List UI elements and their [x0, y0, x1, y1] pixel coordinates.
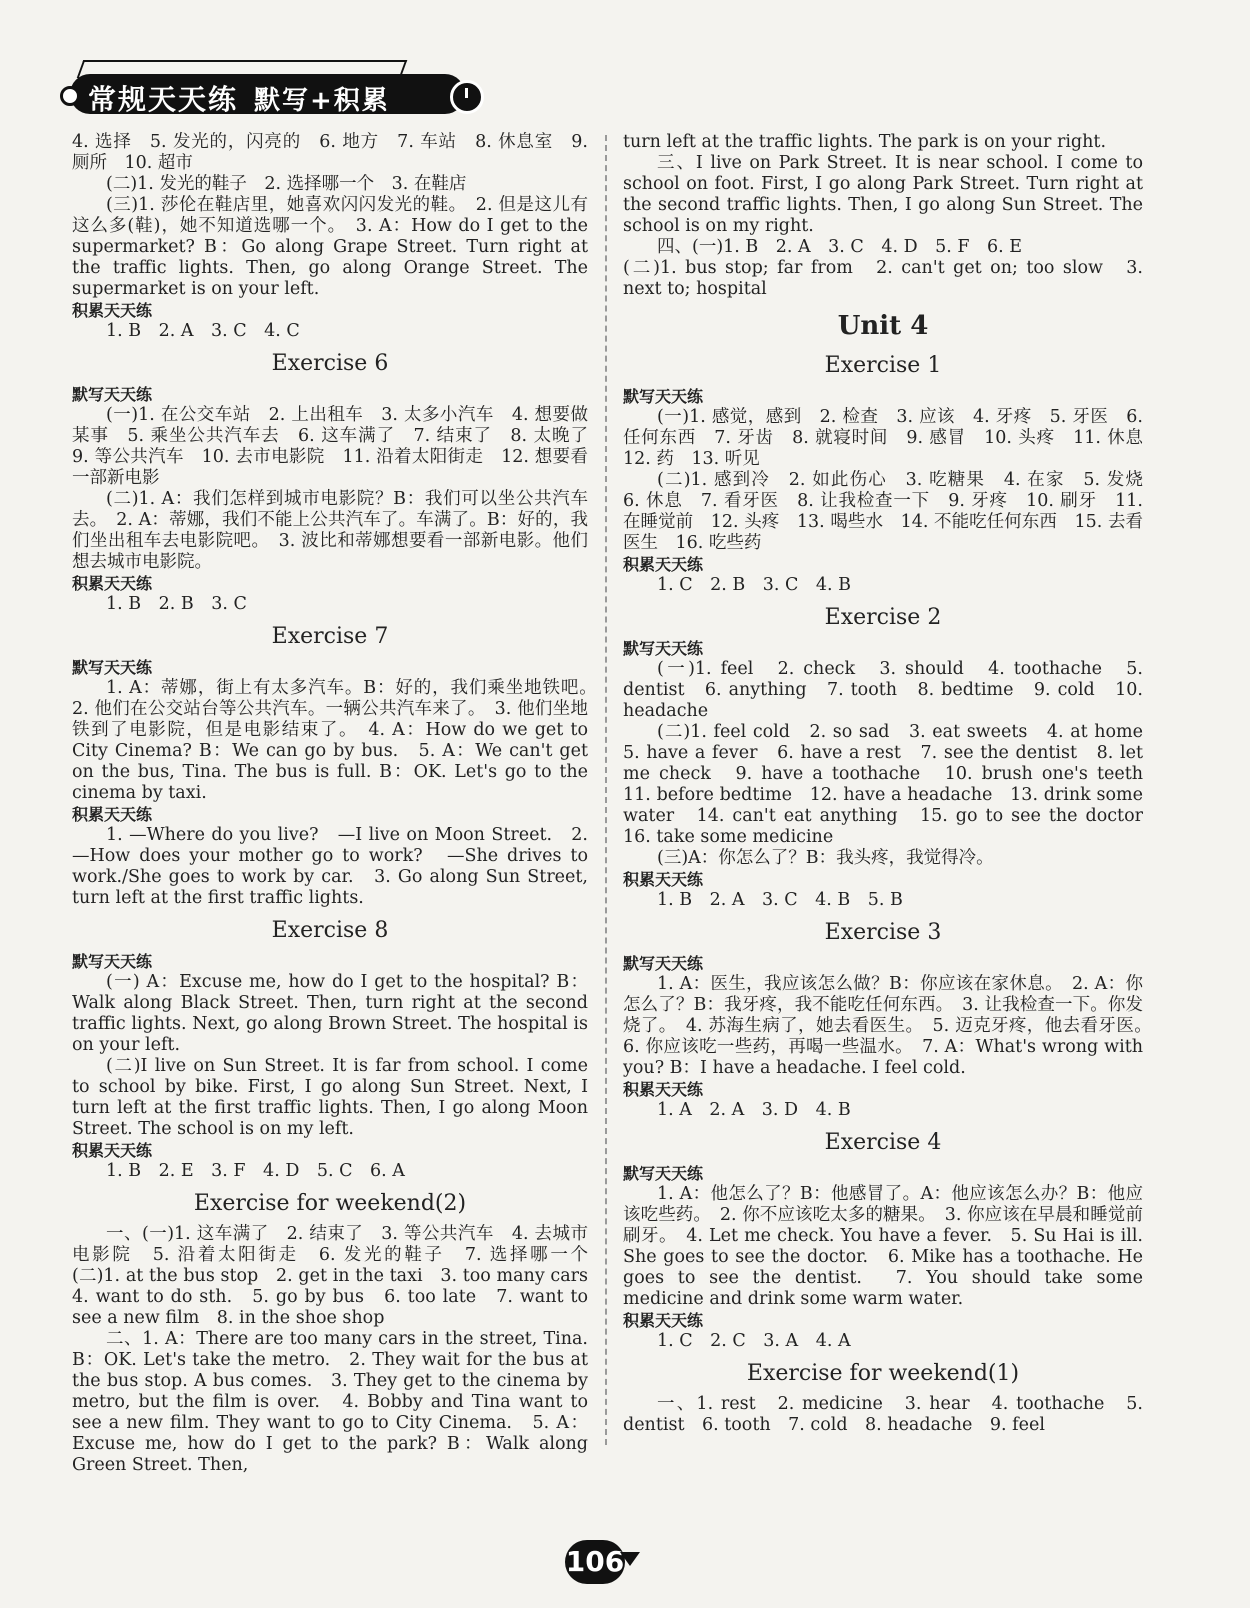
- answer-text: (二)1. 发光的鞋子 2. 选择哪一个 3. 在鞋店: [106, 174, 467, 194]
- banner-dot-icon: [60, 86, 80, 106]
- header-banner: [60, 60, 490, 120]
- exercise-heading: Exercise 1: [824, 353, 942, 378]
- section-label: 默写天天练: [623, 387, 704, 406]
- answer-text: 1. —Where do you live? —I live on Moon Street. 2. —How does your mother go to work? —She drives to work./She goes to work by car. 3. Go along Sun Street, turn left at the first traffic lights.: [72, 825, 588, 908]
- section-label: 积累天天练: [72, 574, 153, 593]
- section-label: 积累天天练: [72, 1141, 153, 1160]
- answer-text: (一)1. 感觉，感到 2. 检查 3. 应该 4. 牙疼 5. 牙医 6. 任何东西 7. 牙齿 8. 就寝时间 9. 感冒 10. 头疼 11. 休息 12. 药 13. 听见: [623, 407, 1161, 469]
- answer-text: 四、(一)1. B 2. A 3. C 4. D 5. F 6. E: [657, 237, 1023, 257]
- answer-text: 1. A 2. A 3. D 4. B: [657, 1100, 851, 1120]
- answer-text: 1. A：他怎么了？B：他感冒了。A：他应该怎么办？B：他应该吃些药。 2. 你不应该吃太多的糖果。 3. 你应该在早晨和睡觉前刷牙。 4. Let me check. You have a fever. 5. Su Hai is ill. She goes to see the doctor. 6. Mike has a toothache. He goes to see the dentist. 7. You should take some medicine and drink some warm water.: [623, 1184, 1143, 1309]
- section-label: 积累天天练: [72, 301, 153, 320]
- answer-text: (二)1. A：我们怎样到城市电影院？B：我们可以坐公共汽车去。 2. A：蒂娜，我们不能上公共汽车了。车满了。B：好的，我们坐出租车去电影院吧。 3. 波比和蒂娜想要看一部新电影。他们想去城市电影院。: [72, 489, 588, 572]
- section-label: 积累天天练: [623, 870, 704, 889]
- section-label: 默写天天练: [623, 954, 704, 973]
- clock-icon: [450, 80, 484, 114]
- answer-text: 1. C 2. B 3. C 4. B: [657, 575, 852, 595]
- exercise-heading: Exercise 6: [271, 351, 389, 376]
- answer-text: 1. B 2. A 3. C 4. C: [106, 321, 300, 341]
- answer-text: (二)1. 感到冷 2. 如此伤心 3. 吃糖果 4. 在家 5. 发烧 6. 休息 7. 看牙医 8. 让我检查一下 9. 牙疼 10. 刷牙 11. 在睡觉前 12. 头疼 13. 喝些水 14. 不能吃任何东西 15. 去看医生 16. 吃些药: [623, 470, 1161, 553]
- answer-text: 1. B 2. B 3. C: [106, 594, 247, 614]
- page-arrow-icon: [620, 1552, 640, 1566]
- answer-text: 1. C 2. C 3. A 4. A: [657, 1331, 851, 1351]
- answer-text: 三、I live on Park Street. It is near school. I come to school on foot. First, I go along Park Street. Turn right at the second traffic lights. Then, I go along Sun Street. The school is on my right.: [623, 153, 1143, 236]
- exercise-heading: Exercise for weekend(1): [746, 1361, 1020, 1386]
- exercise-heading: Exercise 2: [824, 605, 942, 630]
- exercise-heading: Exercise for weekend(2): [193, 1191, 467, 1216]
- banner-subtitle: 默写+积累: [254, 86, 390, 116]
- section-label: 默写天天练: [72, 385, 153, 404]
- exercise-heading: Exercise 7: [271, 624, 389, 649]
- page-number: 106: [565, 1540, 625, 1584]
- banner-title: [88, 78, 390, 118]
- answer-text: 4. 选择 5. 发光的，闪亮的 6. 地方 7. 车站 8. 休息室 9. 厕所 10. 超市: [72, 132, 588, 173]
- answer-text: (一)1. 在公交车站 2. 上出租车 3. 太多小汽车 4. 想要做某事 5. 乘坐公共汽车去 6. 这车满了 7. 结束了 8. 太晚了 9. 等公共汽车 10. 去市电影院 11. 沿着太阳街走 12. 想要看一部新电影: [72, 405, 606, 488]
- answer-text: 一、1. rest 2. medicine 3. hear 4. toothache 5. dentist 6. tooth 7. cold 8. headache 9. feel: [623, 1394, 1143, 1435]
- answer-text: 1. A：蒂娜，街上有太多汽车。B：好的，我们乘坐地铁吧。 2. 他们在公交站台等公共汽车。一辆公共汽车来了。 3. 他们坐地铁到了电影院，但是电影结束了。 4. A：How do we get to City Cinema? B：We can go by bus. 5. A：We can't get on the bus, Tina. The bus is full. B：OK. Let's go to the cinema by taxi.: [72, 678, 606, 803]
- answer-text: (三)A：你怎么了？B：我头疼，我觉得冷。: [657, 848, 994, 868]
- answer-text: (三)1. 莎伦在鞋店里，她喜欢闪闪发光的鞋。 2. 但是这儿有这么多(鞋)，她不知道选哪一个。 3. A：How do I get to the supermarket? B：Go along Grape Street. Turn right at the traffic lights. Then, go along Orange Street. The supermarket is on your left.: [72, 195, 588, 299]
- answer-text: (二)I live on Sun Street. It is far from school. I come to school by bike. First, I go along Sun Street. Next, I turn left at the first traffic lights. Then, I go along Moon Street. The school is on my left.: [72, 1056, 588, 1139]
- answer-text: 1. A：医生，我应该怎么做？B：你应该在家休息。 2. A：你怎么了？B：我牙疼，我不能吃任何东西。 3. 让我检查一下。你发烧了。 4. 苏海生病了，她去看医生。 5. 迈克牙疼，他去看牙医。 6. 你应该吃一些药，再喝一些温水。 7. A：What's wrong with you? B：I have a headache. I feel cold.: [623, 974, 1161, 1078]
- answer-text: (一) A：Excuse me, how do I get to the hospital? B：Walk along Black Street. Then, turn right at the second traffic lights. Next, go along Brown Street. The hospital is on your left.: [72, 972, 588, 1055]
- answer-text: (二)1. bus stop; far from 2. can't get on; too slow 3. next to; hospital: [623, 258, 1143, 299]
- section-label: 默写天天练: [623, 1164, 704, 1183]
- answer-text: 1. B 2. A 3. C 4. B 5. B: [657, 890, 903, 910]
- right-column: [623, 132, 1161, 1436]
- banner-main-title: 常规天天练: [88, 83, 239, 116]
- section-label: 默写天天练: [623, 639, 704, 658]
- answer-text: (二)1. feel cold 2. so sad 3. eat sweets 4. at home 5. have a fever 6. have a rest 7. see the dentist 8. let me check 9. have a toothache 10. brush one's teeth 11. before bedtime 12. have a headache 13. drink some water 14. can't eat anything 15. go to see the doctor 16. take some medicine: [623, 722, 1161, 847]
- section-label: 默写天天练: [72, 952, 153, 971]
- section-label: 默写天天练: [72, 658, 153, 677]
- section-label: 积累天天练: [72, 805, 153, 824]
- answer-text: 一、(一)1. 这车满了 2. 结束了 3. 等公共汽车 4. 去城市电影院 5. 沿着太阳街走 6. 发光的鞋子 7. 选择哪一个 (二)1. at the bus stop 2. get in the taxi 3. too many cars 4. want to do sth. 5. go by bus 6. too late 7. want to see a new film 8. in the shoe shop: [72, 1224, 606, 1328]
- answer-text: (一)1. feel 2. check 3. should 4. toothache 5. dentist 6. anything 7. tooth 8. bedtime 9. cold 10. headache: [623, 659, 1143, 721]
- answer-text: 1. B 2. E 3. F 4. D 5. C 6. A: [106, 1161, 405, 1181]
- answer-text: turn left at the traffic lights. The park is on your right.: [623, 132, 1107, 152]
- exercise-heading: Exercise 3: [824, 920, 942, 945]
- left-column: [72, 132, 606, 1476]
- section-label: 积累天天练: [623, 555, 704, 574]
- exercise-heading: Exercise 8: [271, 918, 389, 943]
- unit-heading: Unit 4: [837, 311, 929, 341]
- answer-text: 二、1. A：There are too many cars in the street, Tina. B：OK. Let's take the metro. 2. They wait for the bus at the bus stop. A bus comes. 3. They get to the cinema by metro, but the film is over. 4. Bobby and Tina want to see a new film. They want to go to City Cinema. 5. A：Excuse me, how do I get to the park? B：Walk along Green Street. Then,: [72, 1329, 588, 1475]
- section-label: 积累天天练: [623, 1080, 704, 1099]
- section-label: 积累天天练: [623, 1311, 704, 1330]
- exercise-heading: Exercise 4: [824, 1130, 942, 1155]
